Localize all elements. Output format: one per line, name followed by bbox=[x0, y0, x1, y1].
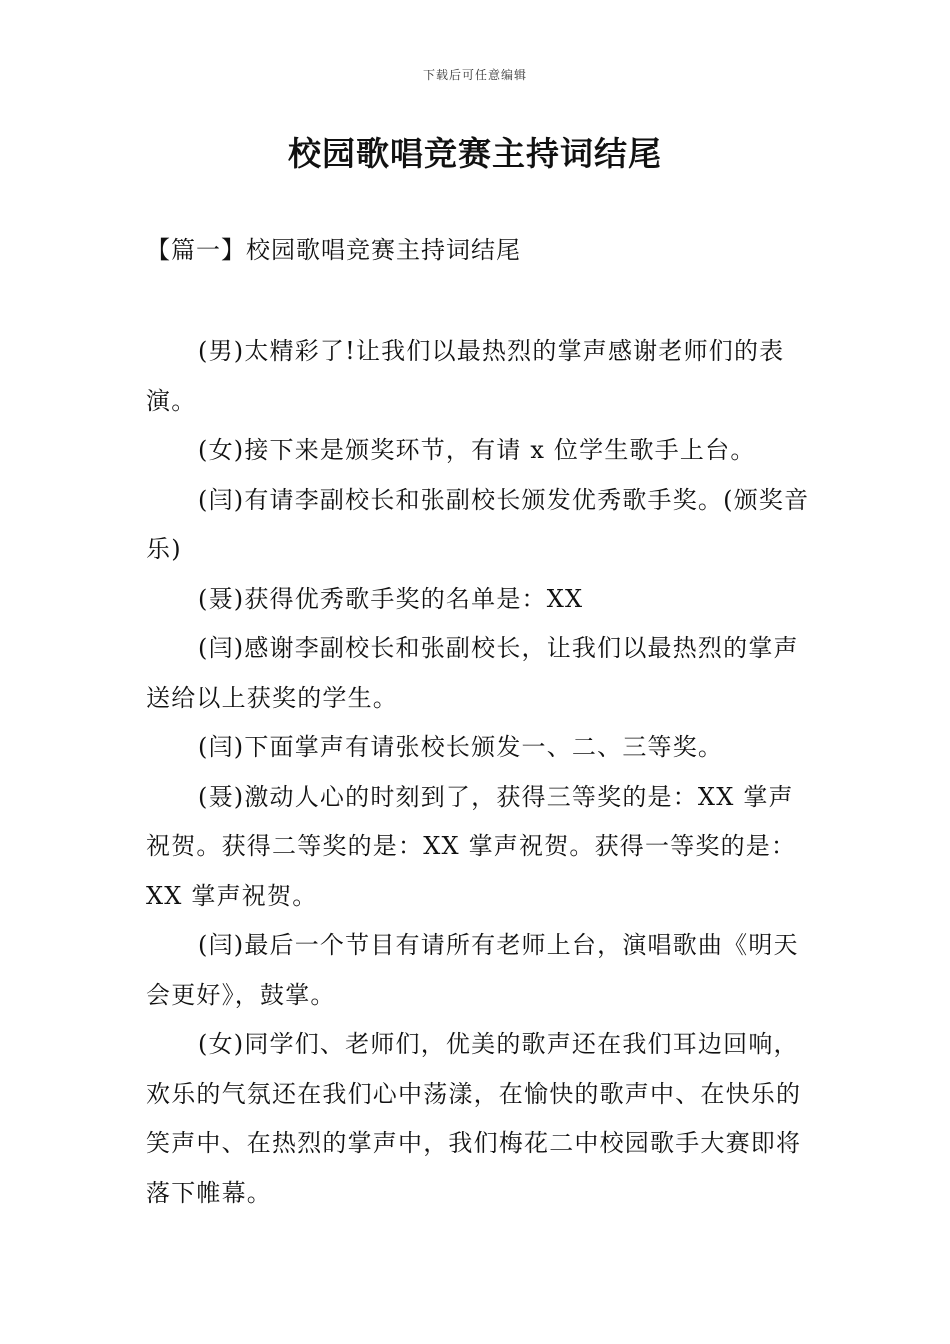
page-title: 校园歌唱竞赛主持词结尾 bbox=[288, 134, 662, 173]
paragraph-7: (聂)激动人心的时刻到了，获得三等奖的是：XX 掌声祝贺。获得二等奖的是：XX 掌声祝贺。获得一等奖的是：XX 掌声祝贺。 bbox=[146, 782, 797, 910]
paragraph-2: (女)接下来是颁奖环节，有请 x 位学生歌手上台。 bbox=[198, 436, 756, 464]
paragraph-3: (闫)有请李副校长和张副校长颁发优秀歌手奖。(颁奖音乐) bbox=[146, 485, 810, 563]
paragraph-5: (闫)感谢李副校长和张副校长，让我们以最热烈的掌声送给以上获奖的学生。 bbox=[146, 634, 799, 712]
paragraph-1: (男)太精彩了!让我们以最热烈的掌声感谢老师们的表演。 bbox=[146, 337, 785, 415]
paragraph-4: (聂)获得优秀歌手奖的名单是：XX bbox=[198, 584, 584, 613]
section-heading: 【篇一】校园歌唱竞赛主持词结尾 bbox=[146, 236, 521, 264]
document-body bbox=[146, 327, 816, 1218]
paragraph-9: (女)同学们、老师们，优美的歌声还在我们耳边回响，欢乐的气氛还在我们心中荡漾，在愉快的歌声中、在快乐的笑声中、在热烈的掌声中，我们梅花二中校园歌手大赛即将落下帷幕。 bbox=[146, 1030, 802, 1207]
paragraph-6: (闫)下面掌声有请张校长颁发一、二、三等奖。 bbox=[198, 733, 724, 761]
header-note: 下载后可任意编辑 bbox=[422, 68, 527, 82]
paragraph-8: (闫)最后一个节目有请所有老师上台，演唱歌曲《明天会更好》，鼓掌。 bbox=[146, 931, 799, 1009]
